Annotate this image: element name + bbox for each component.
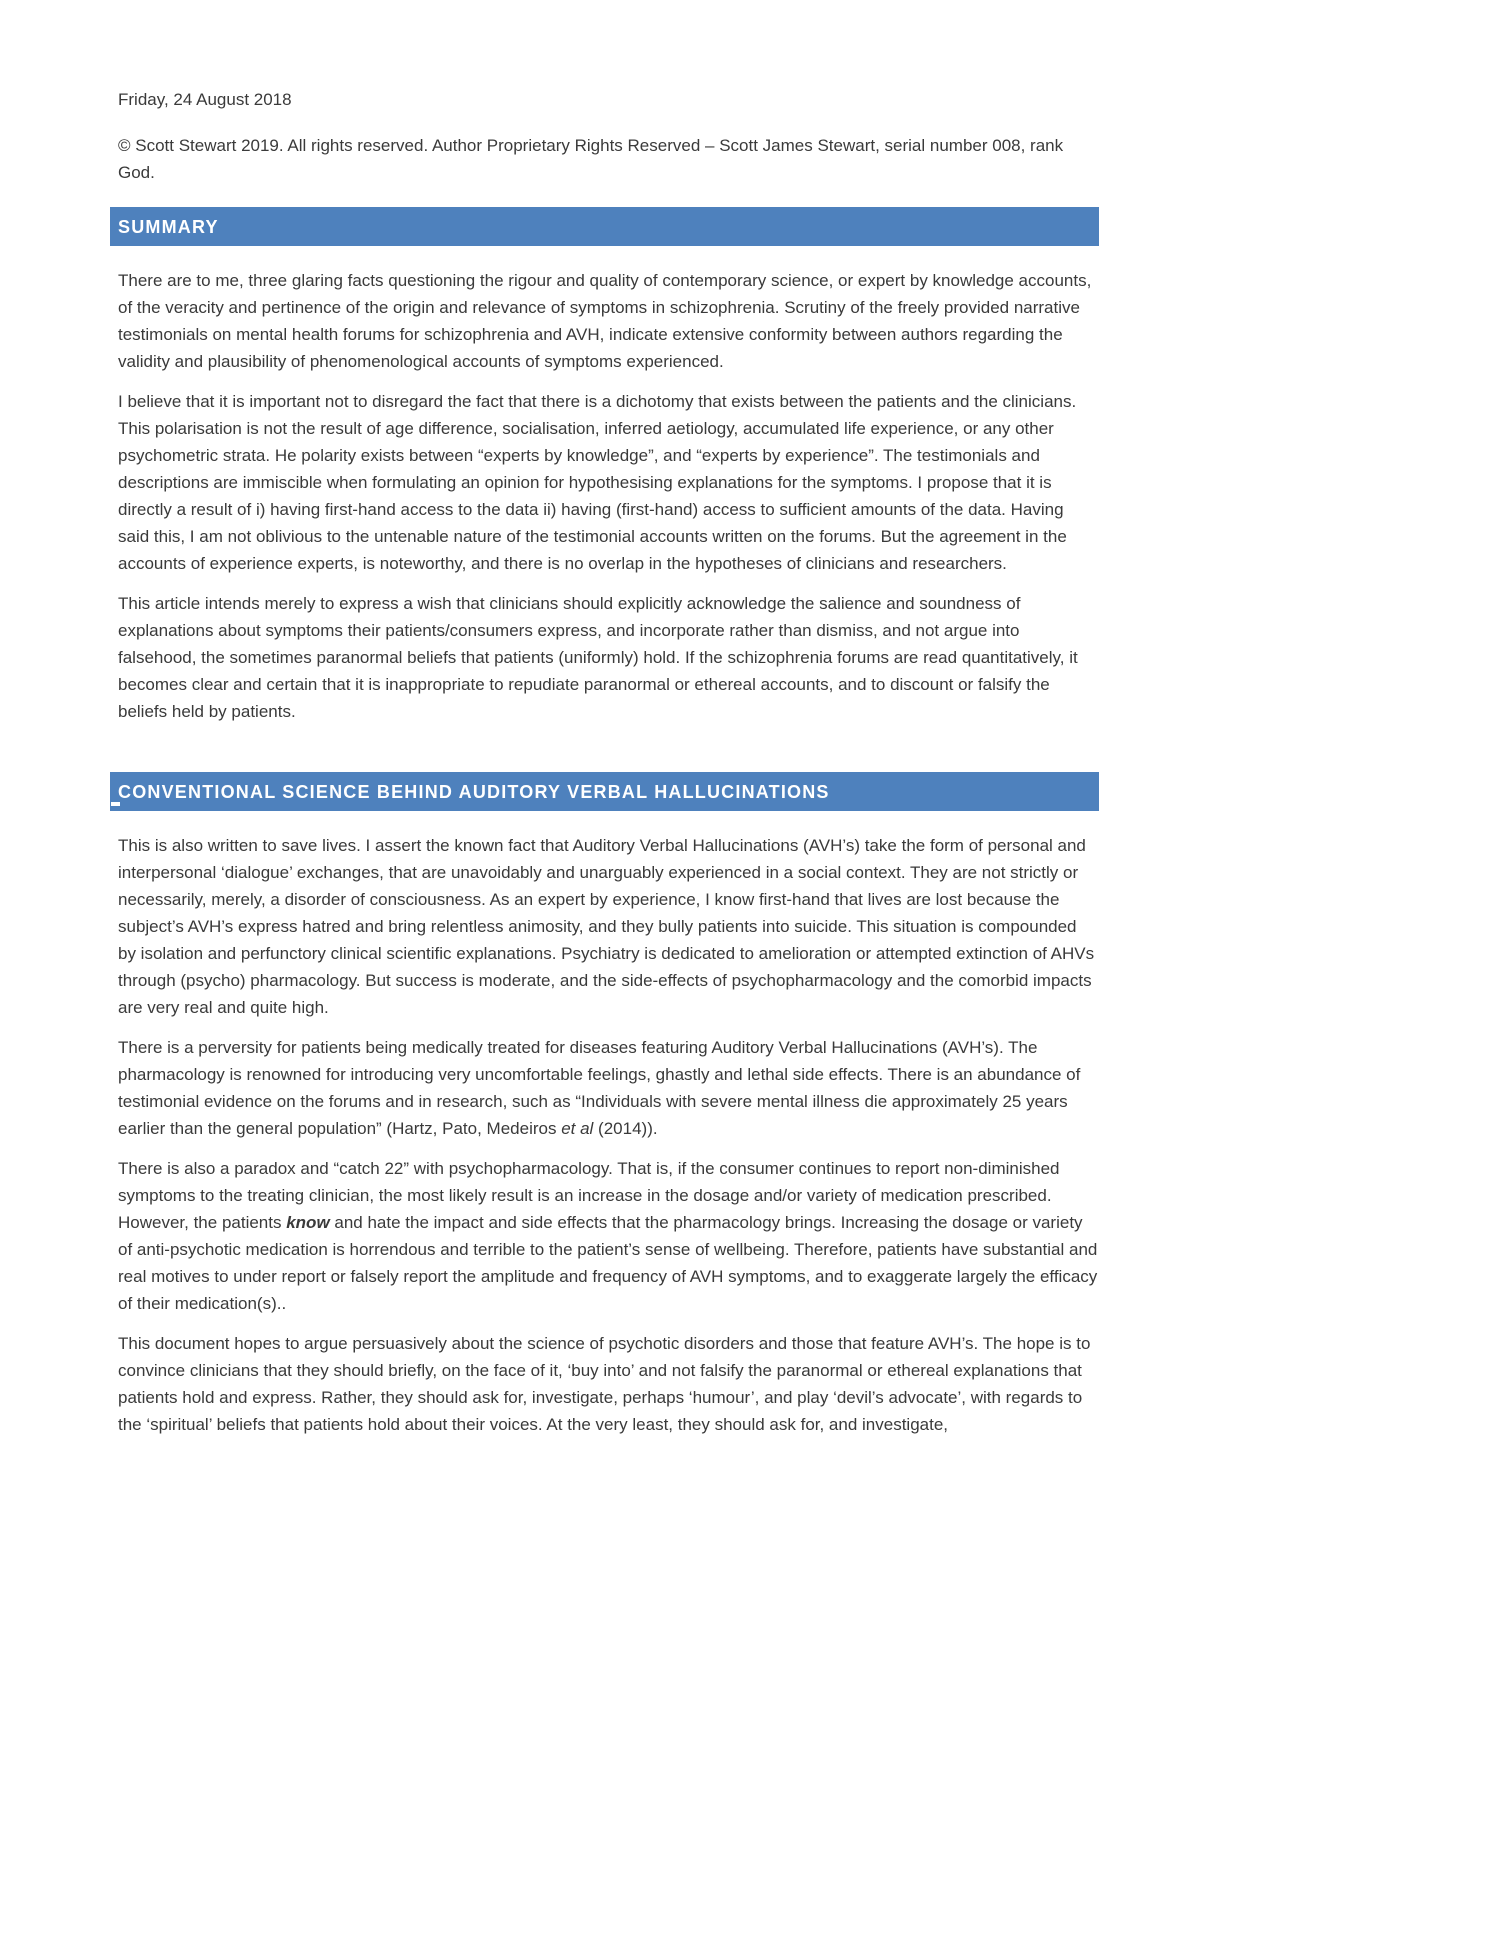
section-heading-conventional-science (110, 772, 1099, 811)
formatting-artifact-mark (111, 802, 120, 806)
paragraph-run: and hate the impact and side effects that the pharmacology brings. Increasing the dosage or variety of anti-psychotic medication is horrendous and terrible to the patient’s sense of wellbeing. Therefore, patients have substantial and real motives to under report or falsely report the amplitude and frequency of AVH symptoms, and to exaggerate largely the efficacy of their medication(s).. (118, 1213, 1098, 1313)
document-content (118, 86, 1099, 1451)
paragraph-run-italic: et al (561, 1119, 594, 1138)
paragraph-run-bold-italic: know (286, 1213, 330, 1232)
section-heading-summary (110, 207, 1099, 246)
conventional-paragraph-3 (118, 1155, 1099, 1317)
paragraph-run: There is also a paradox and “catch 22” with psychopharmacology. That is, if the consumer continues to report non-diminished symptoms to the treating clinician, the most likely result is an increase in the dosage and/or variety of medication prescribed. However, the patients (118, 1159, 1060, 1232)
conventional-paragraph-2 (118, 1034, 1099, 1142)
summary-paragraph-2: I believe that it is important not to disregard the fact that there is a dichotomy that exists between the patients and the clinicians. This polarisation is not the result of age difference, socialisation, inferred aetiology, accumulated life experience, or any other psychometric strata. He polarity exists between “experts by knowledge”, and “experts by experience”. The testimonials and descriptions are immiscible when formulating an opinion for hypothesising explanations for the symptoms. I propose that it is directly a result of i) having first-hand access to the data ii) having (first-hand) access to sufficient amounts of the data. Having said this, I am not oblivious to the untenable nature of the testimonial accounts written on the forums. But the agreement in the accounts of experience experts, is noteworthy, and there is no overlap in the hypotheses of clinicians and researchers. (118, 392, 1077, 573)
conventional-paragraph-4: This document hopes to argue persuasively about the science of psychotic disorders and those that feature AVH’s. The hope is to convince clinicians that they should briefly, on the face of it, ‘buy into’ and not falsify the paranormal or ethereal explanations that patients hold and express. Rather, they should ask for, investigate, perhaps ‘humour’, and play ‘devil’s advocate’, with regards to the ‘spiritual’ beliefs that patients hold about their voices. At the very least, they should ask for, and investigate, (118, 1334, 1091, 1434)
copyright-line: © Scott Stewart 2019. All rights reserved. Author Proprietary Rights Reserved – Scott James Stewart, serial number 008, rank God. (118, 136, 1064, 182)
conventional-paragraph-1: This is also written to save lives. I assert the known fact that Auditory Verbal Hallucinations (AVH’s) take the form of personal and interpersonal ‘dialogue’ exchanges, that are unavoidably and unarguably experienced in a social context. They are not strictly or necessarily, merely, a disorder of consciousness. As an expert by experience, I know first-hand that lives are lost because the subject’s AVH’s express hatred and bring relentless animosity, and they bully patients into suicide. This situation is compounded by isolation and perfunctory clinical scientific explanations. Psychiatry is dedicated to amelioration or attempted extinction of AHVs through (psycho) pharmacology. But success is moderate, and the side-effects of psychopharmacology and the comorbid impacts are very real and quite high. (118, 836, 1095, 1017)
summary-paragraph-3: This article intends merely to express a wish that clinicians should explicitly acknowledge the salience and soundness of explanations about symptoms their patients/consumers express, and incorporate rather than dismiss, and not argue into falsehood, the sometimes paranormal beliefs that patients (uniformly) hold. If the schizophrenia forums are read quantitatively, it becomes clear and certain that it is inappropriate to repudiate paranormal or ethereal accounts, and to discount or falsify the beliefs held by patients. (118, 594, 1078, 721)
date-line: Friday, 24 August 2018 (118, 90, 292, 109)
section-heading-conventional-science-label: CONVENTIONAL SCIENCE BEHIND AUDITORY VERBAL HALLUCINATIONS (118, 782, 830, 802)
paragraph-run: (2014)). (593, 1119, 658, 1138)
summary-paragraph-1: There are to me, three glaring facts questioning the rigour and quality of contemporary science, or expert by knowledge accounts, of the veracity and pertinence of the origin and relevance of symptoms in schizophrenia. Scrutiny of the freely provided narrative testimonials on mental health forums for schizophrenia and AVH, indicate extensive conformity between authors regarding the validity and plausibility of phenomenological accounts of symptoms experienced. (118, 271, 1092, 371)
section-heading-summary-label: SUMMARY (118, 217, 219, 237)
paragraph-run: There is a perversity for patients being medically treated for diseases featuring Auditory Verbal Hallucinations (AVH’s). The pharmacology is renowned for introducing very uncomfortable feelings, ghastly and lethal side effects. There is an abundance of testimonial evidence on the forums and in research, such as “Individuals with severe mental illness die approximately 25 years earlier than the general population” (Hartz, Pato, Medeiros (118, 1038, 1081, 1138)
